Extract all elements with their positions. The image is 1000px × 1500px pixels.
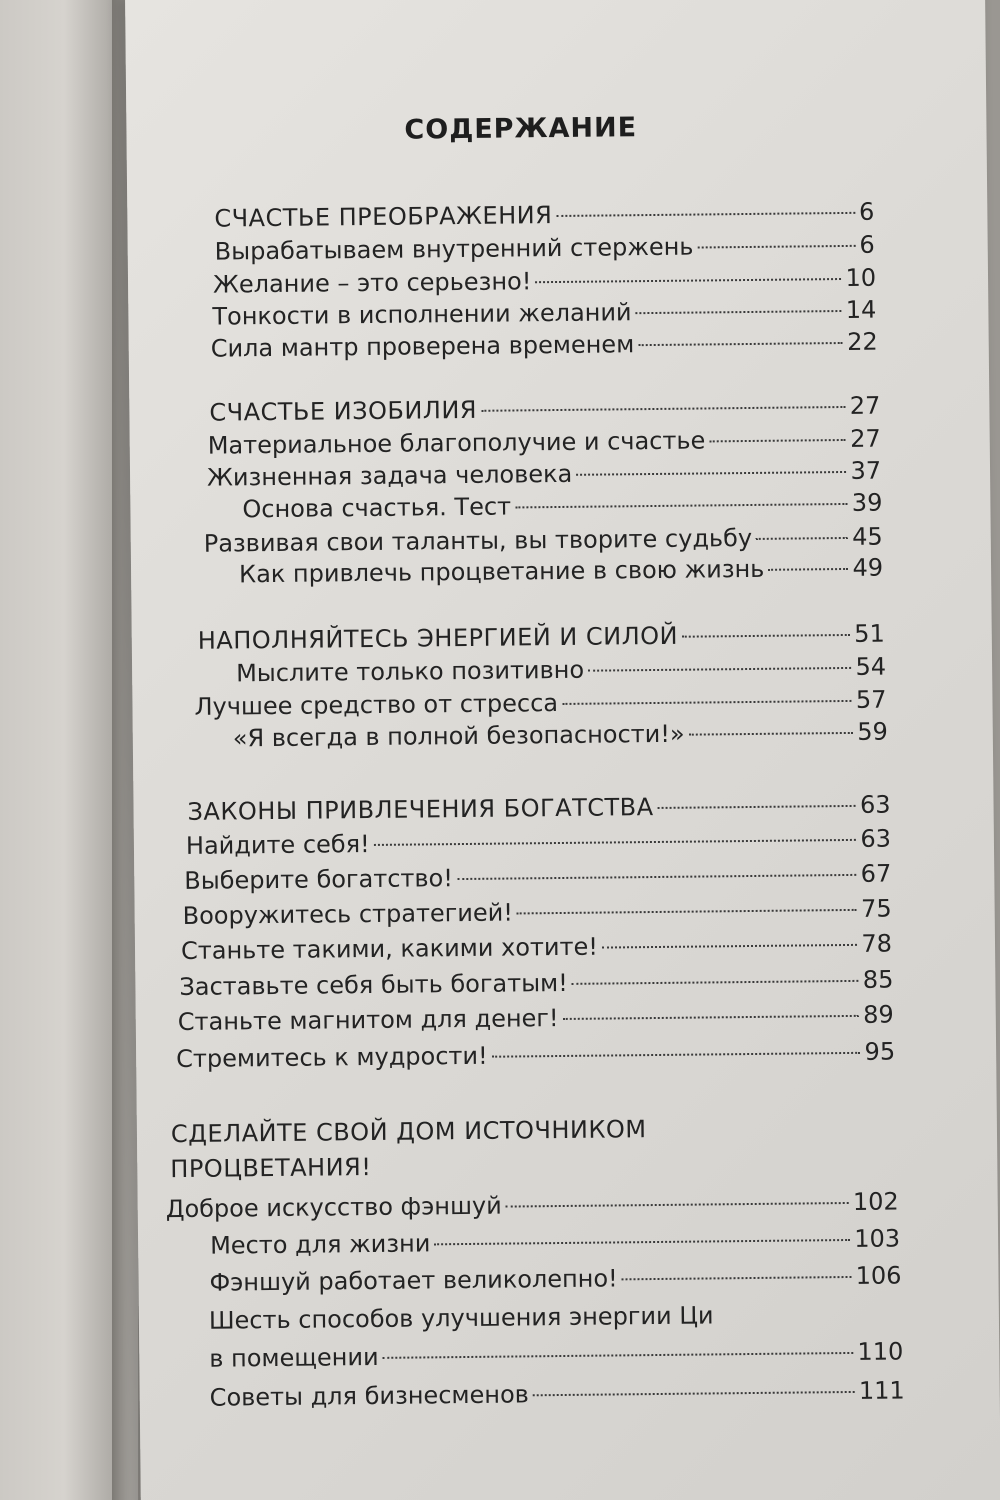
- toc-section-line1: СДЕЛАЙТЕ СВОЙ ДОМ ИСТОЧНИКОМ: [170, 1115, 647, 1149]
- toc-dot-leader: [383, 1352, 854, 1359]
- toc-page-number: 10: [845, 263, 877, 292]
- toc-dot-leader: [709, 439, 846, 442]
- toc-entry: [239, 553, 883, 590]
- toc-entry-title: Заставьте себя быть богатым!: [179, 968, 568, 1001]
- toc-entry: [212, 295, 876, 332]
- toc-dot-leader: [697, 245, 855, 249]
- toc-entry-title: Место для жизни: [209, 1229, 431, 1260]
- toc-entry: [186, 824, 891, 861]
- toc-entry-title: Лучшее средство от стресса: [194, 689, 559, 721]
- toc-dot-leader: [374, 839, 857, 846]
- toc-section: [198, 619, 885, 656]
- toc-entry: [213, 263, 876, 300]
- toc-dot-leader: [638, 342, 843, 346]
- toc-page-number: 39: [851, 488, 883, 517]
- toc-dot-leader: [492, 1052, 861, 1058]
- toc-entry-title: ЗАКОНЫ ПРИВЛЕЧЕНИЯ БОГАТСТВА: [187, 793, 654, 826]
- left-page-edge: [0, 0, 120, 1500]
- toc-entry-title: Станьте магнитом для денег!: [177, 1004, 559, 1037]
- toc-entry-title: Стремитесь к мудрости!: [176, 1041, 488, 1074]
- toc-entry: [208, 424, 881, 461]
- toc-dot-leader: [563, 1015, 860, 1020]
- toc-page-number: 103: [854, 1224, 901, 1253]
- toc-dot-leader: [556, 212, 855, 217]
- toc-entry-title: Желание – это серьезно!: [212, 267, 532, 299]
- toc-page-number: 59: [857, 717, 888, 746]
- toc-dot-leader: [517, 909, 857, 915]
- toc-entry: [233, 717, 888, 754]
- toc-page-number: 45: [852, 522, 883, 551]
- toc-entry-title: СЧАСТЬЕ ИЗОБИЛИЯ: [209, 395, 478, 427]
- toc-entry-title: СЧАСТЬЕ ПРЕОБРАЖЕНИЯ: [214, 201, 553, 233]
- toc-entry-title: Основа счастья. Тест: [242, 492, 512, 524]
- toc-entry: [211, 327, 878, 364]
- toc-entry-title: Вырабатываем внутренний стержень: [214, 232, 694, 266]
- toc-entry: [194, 685, 886, 722]
- toc-page-number: 6: [859, 230, 875, 259]
- toc-page-number: 102: [852, 1187, 899, 1216]
- toc-page-number: 57: [855, 685, 887, 714]
- toc-page-number: 63: [860, 824, 892, 853]
- toc-entry: [183, 894, 892, 931]
- toc-entry-title: Развивая свои таланты, вы творите судьбу: [203, 523, 753, 558]
- toc-dot-leader: [562, 700, 852, 705]
- toc-page-number: 37: [850, 456, 882, 485]
- toc-page-number: 85: [862, 965, 894, 994]
- toc-entry: [166, 1186, 899, 1224]
- toc-page-number: 27: [849, 391, 881, 420]
- toc-dot-leader: [756, 537, 848, 540]
- toc-dot-leader: [434, 1239, 850, 1245]
- toc-section: [187, 790, 890, 827]
- toc-dot-leader: [572, 980, 859, 985]
- toc-entry-title: Мыслите только позитивно: [235, 655, 585, 688]
- toc-dot-leader: [602, 944, 858, 949]
- toc-dot-leader: [533, 1391, 855, 1396]
- toc-page-number: 51: [854, 619, 885, 648]
- toc-entry-title: Как привлечь процветание в свою жизнь: [238, 554, 765, 589]
- toc-dot-leader: [515, 503, 848, 508]
- toc-section-line2: ПРОЦВЕТАНИЯ!: [170, 1152, 372, 1184]
- toc-entry-title: Найдите себя!: [185, 829, 370, 860]
- toc-entry: [179, 965, 893, 1002]
- toc-dot-leader: [622, 1276, 852, 1280]
- toc-entry-title: Советы для бизнесменов: [209, 1380, 529, 1412]
- toc-page-number: 111: [858, 1376, 905, 1405]
- toc-entry-title: Доброе искусство фэншуй: [165, 1191, 502, 1224]
- toc-page-number: 95: [864, 1037, 896, 1066]
- toc-entry-title: Выберите богатство!: [184, 864, 454, 895]
- toc-dot-leader: [481, 406, 846, 412]
- toc-page-number: 110: [857, 1337, 904, 1366]
- toc-entry: [184, 859, 891, 896]
- toc-dot-leader: [658, 805, 856, 809]
- toc-page-number: 27: [850, 424, 881, 453]
- toc-entry-title: «Я всегда в полной безопасности!»: [232, 719, 685, 753]
- toc-entry-title: Жизненная задача человека: [206, 459, 573, 492]
- toc-entry: [178, 1000, 894, 1037]
- toc-dot-leader: [682, 634, 850, 638]
- toc-page-number: 63: [859, 790, 891, 819]
- toc-entry: [207, 456, 881, 493]
- toc-page-number: 54: [855, 652, 887, 681]
- toc-section: [214, 197, 874, 234]
- toc-dot-leader: [768, 568, 848, 571]
- toc-entry: [210, 1375, 905, 1412]
- toc-dot-leader: [636, 310, 842, 314]
- toc-page-number: 6: [858, 197, 875, 226]
- toc-dot-leader: [588, 667, 852, 672]
- toc-entry-title: Станьте такими, какими хотите!: [180, 932, 599, 965]
- toc-entry: [176, 1036, 895, 1074]
- toc-page-number: 106: [855, 1261, 902, 1290]
- toc-entry: [181, 929, 892, 966]
- toc-entry-title: Материальное благополучие и счастье: [207, 426, 706, 460]
- toc-entry-title: Сила мантр проверена временем: [210, 330, 635, 363]
- toc-page-number: 89: [863, 1000, 894, 1029]
- toc-entry: [215, 230, 875, 267]
- toc-dot-leader: [576, 471, 846, 476]
- toc-entry: [209, 1336, 903, 1373]
- toc-entry-title: Вооружитесь стратегией!: [182, 898, 514, 930]
- toc-entry-title: в помещении: [209, 1342, 379, 1373]
- toc-dot-leader: [689, 732, 854, 736]
- toc-page-number: 14: [845, 295, 877, 324]
- toc-entry: [242, 488, 882, 525]
- toc-page-number: 78: [861, 929, 893, 958]
- toc-dot-leader: [535, 278, 841, 283]
- toc-page-number: 75: [860, 894, 892, 923]
- toc-entry-title: Тонкости в исполнении желаний: [212, 298, 632, 331]
- toc-entry-title: НАПОЛНЯЙТЕСЬ ЭНЕРГИЕЙ И СИЛОЙ: [197, 621, 679, 655]
- toc-section: [209, 391, 880, 428]
- toc-entry-line1: Шесть способов улучшения энергии Ци: [208, 1301, 714, 1335]
- toc-entry: [209, 1260, 901, 1297]
- contents-page: [125, 0, 1000, 1500]
- toc-entry: [210, 1223, 900, 1260]
- toc-entry: [236, 652, 886, 689]
- toc-page-number: 22: [847, 327, 878, 356]
- toc-dot-leader: [506, 1202, 849, 1208]
- toc-page-number: 49: [852, 553, 884, 582]
- toc-entry-title: Фэншуй работает великолепно!: [209, 1264, 618, 1297]
- page-title: СОДЕРЖАНИЕ: [404, 112, 638, 146]
- toc-dot-leader: [457, 874, 857, 880]
- toc-page-number: 67: [860, 859, 892, 888]
